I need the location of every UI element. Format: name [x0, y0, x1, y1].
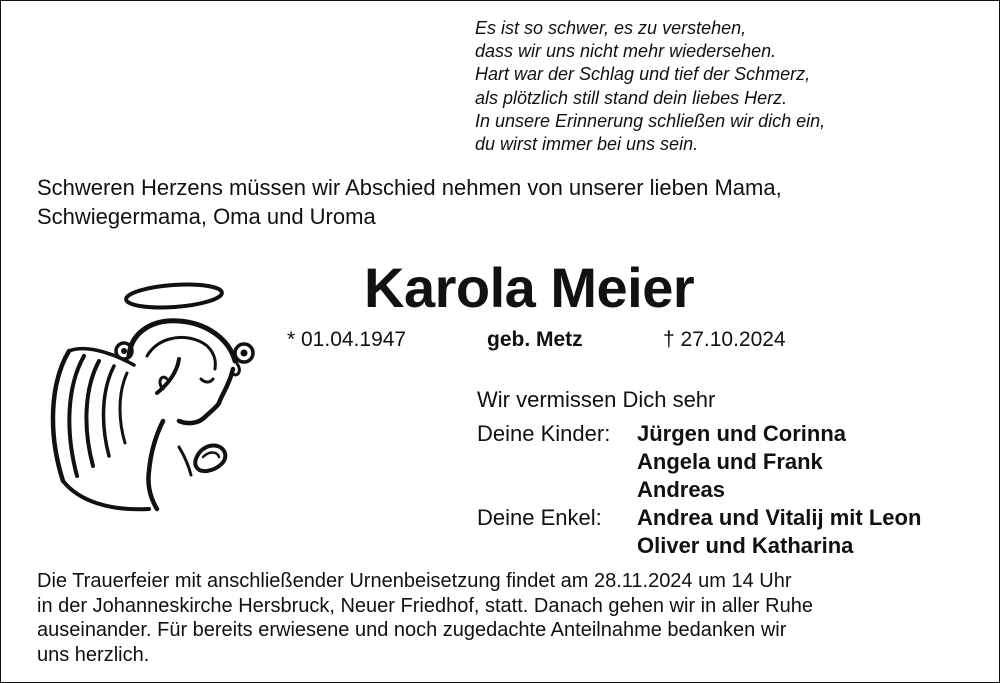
poem-line: Hart war der Schlag und tief der Schmerz, — [475, 64, 811, 85]
poem-line: dass wir uns nicht mehr wiedersehen. — [475, 41, 777, 62]
poem-line: du wirst immer bei uns sein. — [475, 134, 699, 155]
maiden-name: geb. Metz — [487, 328, 583, 351]
child-name: Jürgen und Corinna — [637, 421, 846, 446]
grandchild-name: Andrea und Vitalij mit Leon — [637, 505, 922, 530]
poem-line: In unsere Erinnerung schließen wir dich ein, — [475, 110, 826, 131]
intro-text — [37, 173, 782, 231]
miss-line: Wir vermissen Dich sehr — [477, 387, 716, 412]
grandchildren-label: Deine Enkel: — [477, 505, 602, 530]
poem-line: Es ist so schwer, es zu verstehen, — [475, 18, 747, 38]
child-name: Angela und Frank — [637, 449, 823, 474]
funeral-notice — [37, 569, 813, 667]
death-date: † 27.10.2024 — [663, 328, 786, 351]
birth-date: * 01.04.1947 — [287, 328, 407, 351]
children-label: Deine Kinder: — [477, 421, 611, 446]
intro-line: Schweren Herzens müssen wir Abschied nehmen von unserer lieben Mama, — [37, 175, 782, 200]
deceased-name: Karola Meier — [364, 256, 695, 319]
child-name: Andreas — [637, 477, 726, 502]
poem — [475, 17, 825, 156]
footer-line: uns herzlich. — [37, 643, 150, 666]
intro-line: Schwiegermama, Oma und Uroma — [37, 204, 376, 229]
grandchild-name: Oliver und Katharina — [637, 533, 854, 558]
poem-line: als plötzlich still stand dein liebes Herz. — [475, 87, 788, 108]
footer-line: auseinander. Für bereits erwiesene und noch zugedachte Anteilnahme bedanken wir — [37, 619, 787, 641]
praying-angel-icon — [39, 261, 279, 521]
footer-line: Die Trauerfeier mit anschließender Urnenbeisetzung findet am 28.11.2024 um 14 Uhr — [37, 570, 792, 592]
footer-line: in der Johanneskirche Hersbruck, Neuer Friedhof, statt. Danach gehen wir in aller Ruhe — [37, 594, 813, 617]
